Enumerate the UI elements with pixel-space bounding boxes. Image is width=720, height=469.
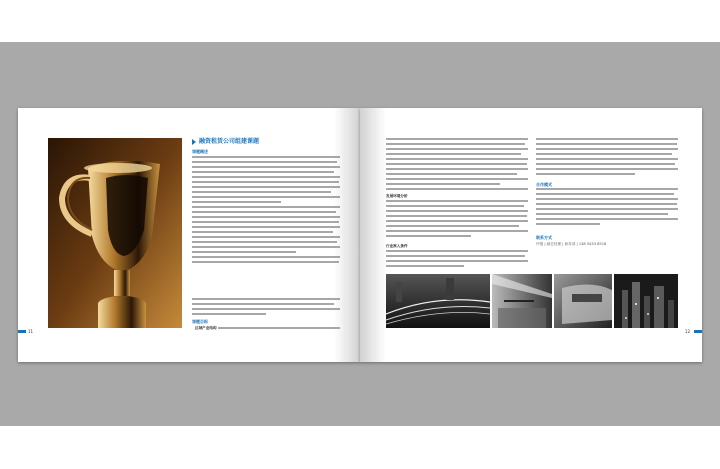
right-inline-label-entry: 行业准入条件: [386, 244, 408, 248]
left-subheading-goal: 课题目标: [192, 319, 208, 324]
photo-city-night: [614, 274, 678, 328]
left-page: [18, 108, 360, 362]
left-body-text-3: [218, 327, 340, 331]
right-page: [360, 108, 702, 362]
photo-station-hall: [492, 274, 552, 328]
left-subheading-overview: 课题概述: [192, 149, 208, 154]
right-column-2-text-2: [536, 188, 678, 232]
left-body-text: [192, 156, 340, 266]
right-column-1-text: [386, 138, 528, 196]
photo-highway-night: [386, 274, 490, 328]
photo-train: [554, 274, 612, 328]
right-page-number: 12: [684, 329, 690, 334]
left-page-tab: [18, 330, 26, 333]
right-column-1-text-2: [386, 200, 528, 244]
right-inline-label-environment: 发展环境分析: [386, 194, 408, 198]
right-column-1-text-3: [386, 250, 528, 270]
right-contact-line: 许强 | 副总经理 | 商务部 | 138 5433 8518: [536, 242, 607, 246]
right-page-tab: [694, 330, 702, 333]
spine-shadow-right: [360, 108, 386, 362]
left-heading: 融资租赁公司组建课题: [192, 138, 347, 146]
right-subheading-contact: 联系方式: [536, 235, 552, 240]
right-subheading-cooperation: 合作模式: [536, 182, 552, 187]
left-body-text-2: [192, 298, 340, 318]
open-brochure: [18, 108, 702, 362]
left-page-number: 11: [28, 329, 34, 334]
city-photo-strip: [386, 274, 678, 328]
left-inline-label: 区域产业结构: [195, 326, 217, 330]
trophy-photo: [48, 138, 182, 328]
